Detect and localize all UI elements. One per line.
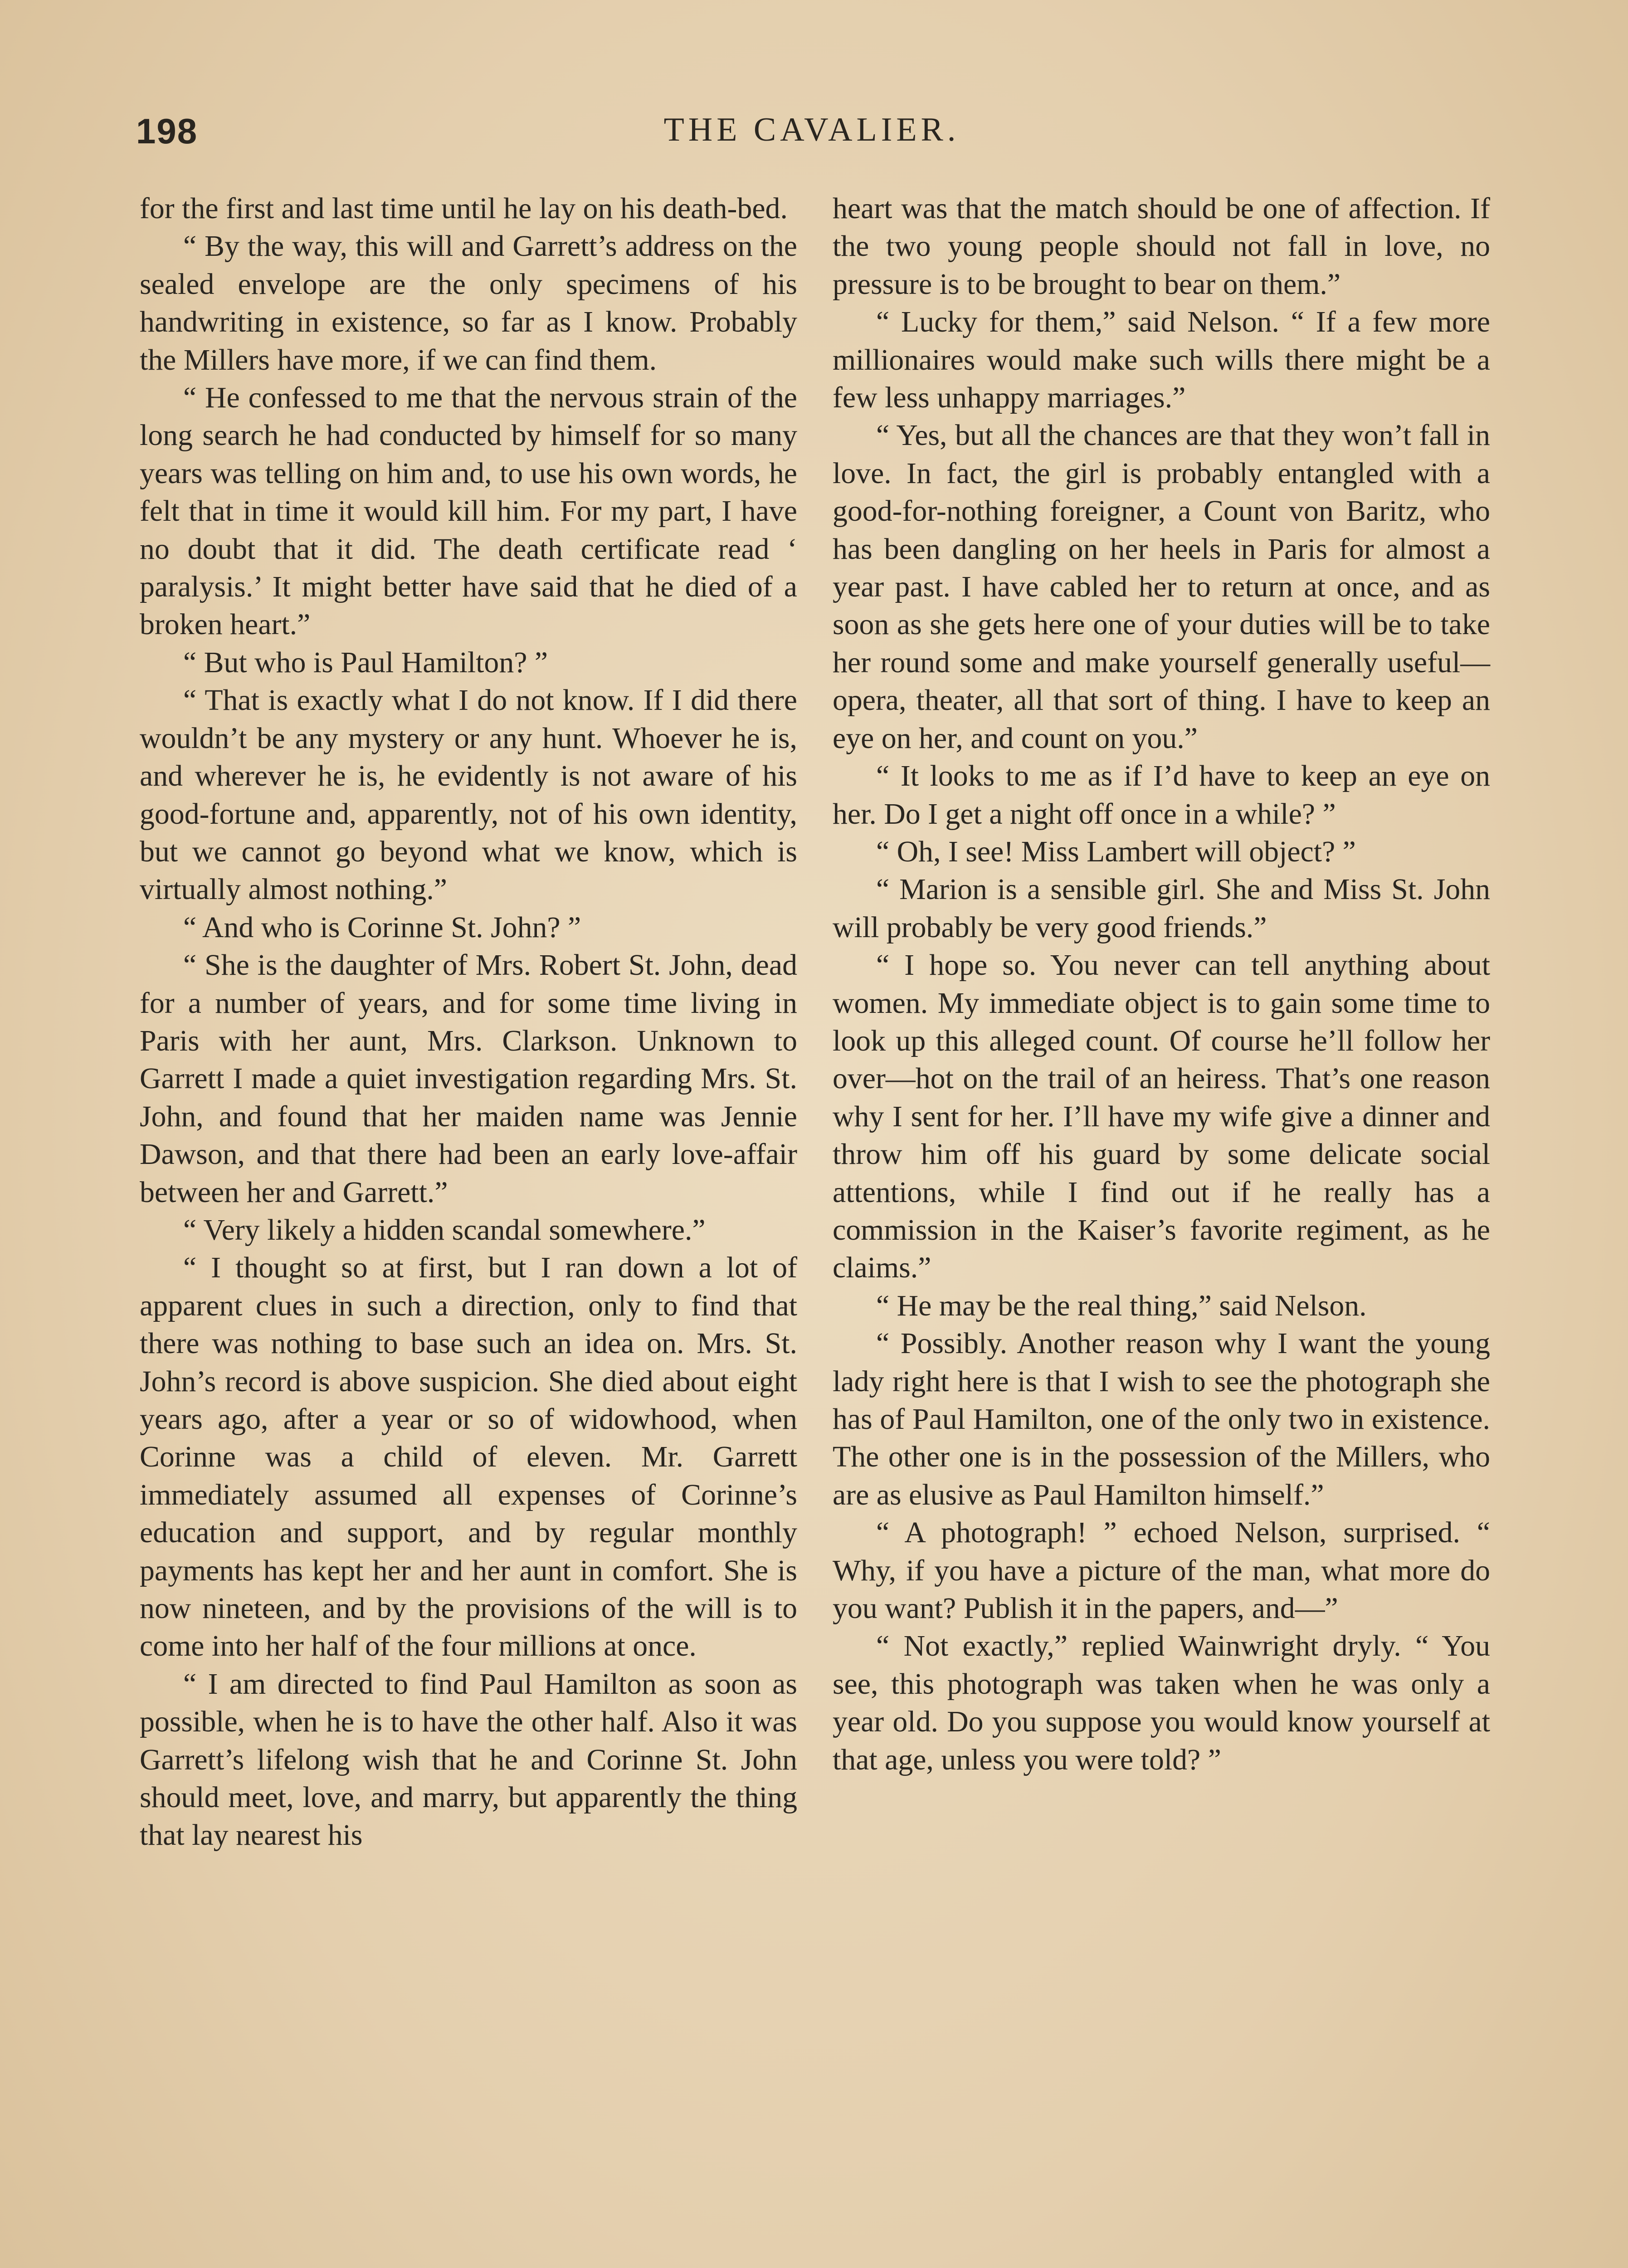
paragraph: “ Not exactly,” replied Wainwright dryly. “ You see, this photograph was taken when he was only a year old. Do you suppose you would know yourself at that age, unless you were told? ” xyxy=(833,1629,1490,1776)
paragraph: “ By the way, this will and Garrett’s address on the sealed envelope are the only specimens of his handwriting in existence, so far as I know. Probably the Millers have more, if we can find them. xyxy=(140,230,797,376)
paragraph: heart was that the match should be one of affection. If the two young people should not fall in love, no pressure is to be brought to bear on them.” xyxy=(833,192,1490,301)
paragraph: “ Yes, but all the chances are that they won’t fall in love. In fact, the girl is probably entangled with a good-for-nothing foreigner, a Count von Baritz, who has been dangling on her heels in Paris for almost a year past. I have cabled her to return at once, and as soon as she gets here one of your duties will be to take her round some and make yourself generally useful—opera, theater, all that sort of thing. I have to keep an eye on her, and count on you.” xyxy=(833,419,1490,755)
running-title: THE CAVALIER. xyxy=(663,111,960,148)
paragraph: “ Possibly. Another reason why I want the young lady right here is that I wish to see the photograph she has of Paul Hamilton, one of the only two in existence. The other one is in the possession of the Millers, who are as elusive as Paul Hamilton himself.” xyxy=(833,1327,1490,1511)
right-column xyxy=(833,190,1490,1779)
paragraph: “ It looks to me as if I’d have to keep an eye on her. Do I get a night off once in a while? ” xyxy=(833,759,1490,831)
paragraph: “ Lucky for them,” said Nelson. “ If a few more millionaires would make such wills there might be a few less unhappy marriages.” xyxy=(833,305,1490,415)
paragraph: “ A photograph! ” echoed Nelson, surprised. “ Why, if you have a picture of the man, what more do you want? Publish it in the papers, and—” xyxy=(833,1516,1490,1625)
page-header xyxy=(136,111,1487,161)
paragraph: “ I am directed to find Paul Hamilton as soon as possible, when he is to have the other half. Also it was Garrett’s lifelong wish that he and Corinne St. John should meet, love, and marry, but apparently the thing that lay nearest his xyxy=(140,1667,797,1852)
paragraph: “ She is the daughter of Mrs. Robert St. John, dead for a number of years, and for some time living in Paris with her aunt, Mrs. Clarkson. Unknown to Garrett I made a quiet investigation regarding Mrs. St. John, and found that her maiden name was Jennie Dawson, and that there had been an early love-affair between her and Garrett.” xyxy=(140,948,797,1209)
paragraph: “ But who is Paul Hamilton? ” xyxy=(183,645,548,679)
paragraph: for the first and last time until he lay on his death-bed. xyxy=(140,192,788,225)
paragraph: “ Very likely a hidden scandal somewhere.” xyxy=(183,1213,706,1246)
left-column xyxy=(140,190,797,1854)
paragraph: “ I hope so. You never can tell anything about women. My immediate object is to gain some time to look up this alleged count. Of course he’ll follow her over—hot on the trail of an heiress. That’s one reason why I sent for her. I’ll have my wife give a dinner and throw him off his guard by some delicate social attentions, while I find out if he really has a commission in the Kaiser’s favorite regiment, as he claims.” xyxy=(833,948,1490,1285)
paragraph: “ Oh, I see! Miss Lambert will object? ” xyxy=(876,835,1356,868)
paragraph: “ That is exactly what I do not know. If I did there wouldn’t be any mystery or any hunt. Whoever he is, and wherever he is, he evidently is not aware of his good-fortune and, apparently, not of his own identity, but we cannot go beyond what we know, which is virtually almost nothing.” xyxy=(140,684,797,906)
paragraph: “ Marion is a sensible girl. She and Miss St. John will probably be very good friends.” xyxy=(833,873,1490,944)
paragraph: “ He confessed to me that the nervous strain of the long search he had conducted by himself for so many years was telling on him and, to use his own words, he felt that in time it would kill him. For my part, I have no doubt that it did. The death certificate read ‘ paralysis.’ It might better have said that he died of a broken heart.” xyxy=(140,381,797,641)
page-number: 198 xyxy=(136,111,198,151)
paragraph: “ He may be the real thing,” said Nelson. xyxy=(876,1289,1367,1322)
paragraph: “ I thought so at first, but I ran down a lot of apparent clues in such a direction, only to find that there was nothing to base such an idea on. Mrs. St. John’s record is above suspicion. She died about eight years ago, after a year or so of widowhood, when Corinne was a child of eleven. Mr. Garrett immediately assumed all expenses of Corinne’s education and support, and by regular monthly payments has kept her and her aunt in comfort. She is now nineteen, and by the provisions of the will is to come into her half of the four millions at once. xyxy=(140,1251,797,1663)
paragraph: “ And who is Corinne St. John? ” xyxy=(183,910,581,944)
